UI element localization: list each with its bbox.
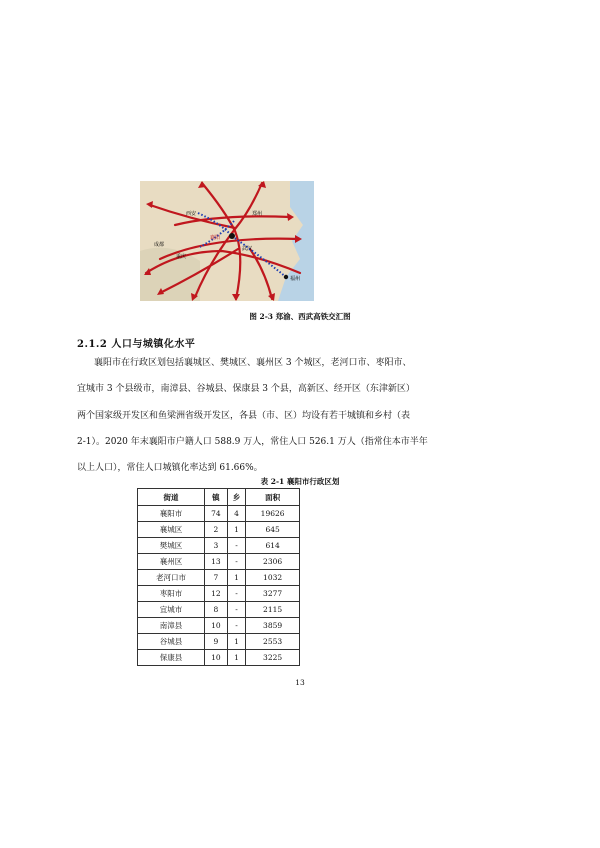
fuzhou-marker-icon [284,275,288,279]
table-cell: 2306 [246,554,300,570]
paragraph-line: 宜城市 3 个县级市，南漳县、谷城县、保康县 3 个县，高新区、经开区（东津新区） [77,384,415,395]
paragraph-line: 2-1）。2020 年末襄阳市户籍人口 588.9 万人，常住人口 526.1 万人（指常住本市半年 [77,436,428,447]
table-cell: 樊城区 [138,538,205,554]
table-cell: 4 [227,506,245,522]
table-cell: 3225 [246,650,300,666]
table-cell: - [227,602,245,618]
table-row [138,634,300,650]
table-cell: 2 [205,522,228,538]
label-xiangyang: 襄阳 [210,235,221,241]
table-row [138,650,300,666]
table-cell: 1032 [246,570,300,586]
label-wuhan: 武汉 [242,246,253,252]
page-number: 13 [295,678,305,687]
table-cell: 保康县 [138,650,205,666]
table-cell: 10 [205,618,228,634]
table-cell: 襄阳市 [138,506,205,522]
table-cell: 7 [205,570,228,586]
table-row [138,586,300,602]
label-fuzhou: 福州 [290,276,301,282]
table-row [138,522,300,538]
table-row [138,570,300,586]
section-heading: 2.1.2 人口与城镇化水平 [77,339,196,350]
table-cell: - [227,586,245,602]
admin-division-table [137,488,300,666]
figure-caption: 图 2-3 郑渝、西武高铁交汇图 [249,312,351,321]
table-row [138,554,300,570]
table-cell: 9 [205,634,228,650]
column-header: 街道 [138,489,205,506]
table-cell: 12 [205,586,228,602]
table-cell: 10 [205,650,228,666]
table-caption: 表 2-1 襄阳市行政区划 [260,477,340,486]
rail-map-figure [140,181,314,301]
table-row [138,618,300,634]
table-cell: 3277 [246,586,300,602]
table-cell: 襄城区 [138,522,205,538]
table-cell: 74 [205,506,228,522]
table-cell: 13 [205,554,228,570]
body-paragraph [77,350,428,481]
table-cell: - [227,618,245,634]
table-cell: 1 [227,634,245,650]
paragraph-line: 襄阳市在行政区划包括襄城区、樊城区、襄州区 3 个城区，老河口市、枣阳市、 [94,358,412,368]
table-cell: 1 [227,650,245,666]
table-header-row [138,489,300,506]
column-header: 面积 [246,489,300,506]
table-cell: 南漳县 [138,618,205,634]
column-header: 镇 [205,489,228,506]
table-cell: 645 [246,522,300,538]
table-row [138,602,300,618]
table-cell: 2115 [246,602,300,618]
table-cell: 614 [246,538,300,554]
table-cell: 19626 [246,506,300,522]
table-cell: 枣阳市 [138,586,205,602]
table-row [138,538,300,554]
table-cell: 8 [205,602,228,618]
paragraph-line: 两个国家级开发区和鱼梁洲省级开发区，各县（市、区）均设有若干城镇和乡村（表 [77,410,411,421]
label-chongqing: 重庆 [176,254,187,260]
column-header: 乡 [227,489,245,506]
table-cell: 3859 [246,618,300,634]
table-cell: 襄州区 [138,554,205,570]
table-row [138,506,300,522]
table-cell: 谷城县 [138,634,205,650]
rail-map-svg [140,181,314,301]
table-cell: 1 [227,522,245,538]
table-cell: 老河口市 [138,570,205,586]
table-cell: 3 [205,538,228,554]
label-xian: 西安 [186,211,197,217]
label-chengdu: 成都 [154,242,165,248]
table-cell: 2553 [246,634,300,650]
xiangyang-marker-icon [229,233,235,239]
paragraph-line: 以上人口），常住人口城镇化率达到 61.66%。 [77,463,263,474]
table-cell: 宜城市 [138,602,205,618]
table-cell: - [227,538,245,554]
table-cell: - [227,554,245,570]
table-cell: 1 [227,570,245,586]
label-zhengzhou: 郑州 [252,211,263,217]
